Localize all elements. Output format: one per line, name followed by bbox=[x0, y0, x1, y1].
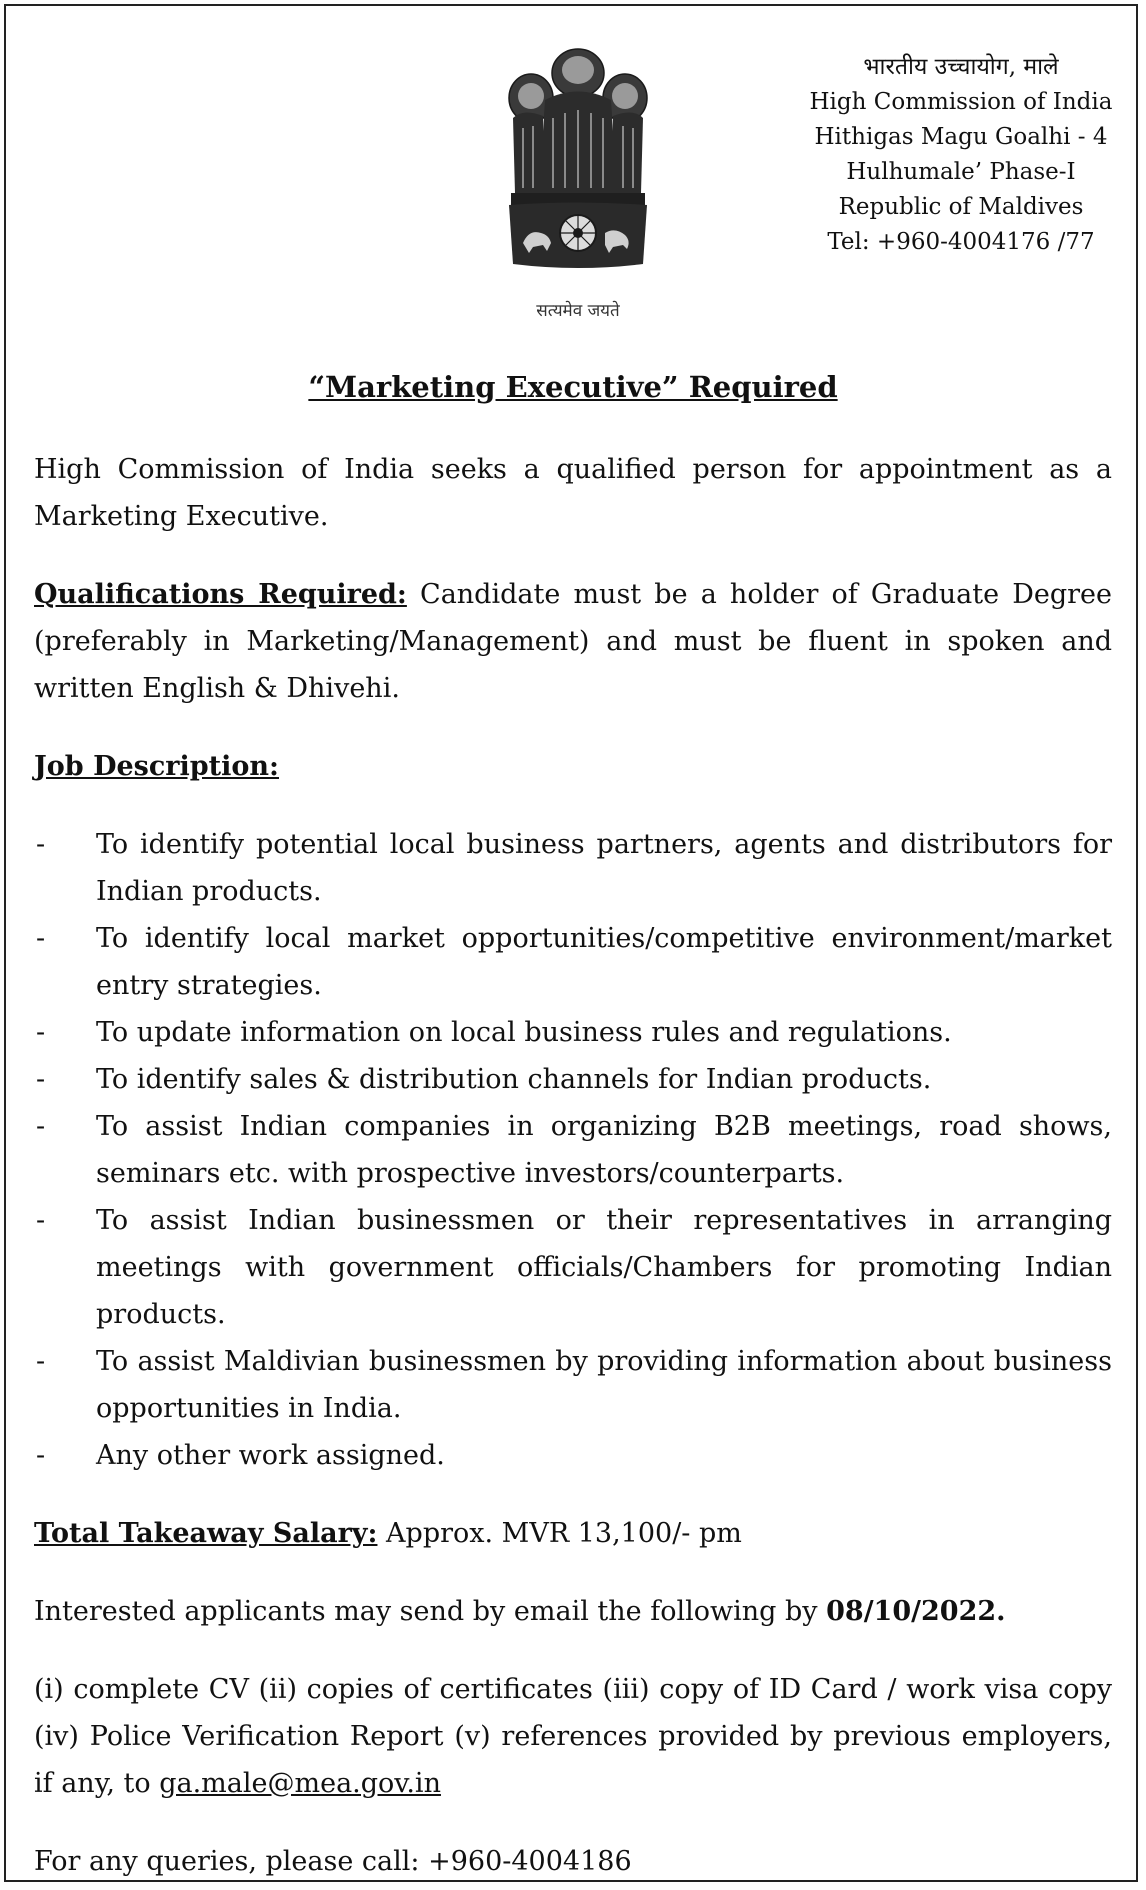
deadline-text: Interested applicants may send by email the following by bbox=[34, 1596, 827, 1627]
qualifications-text: Candidate must be a holder of Graduate Degree (preferably in Marketing/Management) and must be fluent in spoken and written English & Dhivehi. bbox=[34, 579, 1112, 704]
address-line-org: High Commission of India bbox=[809, 89, 1113, 115]
bullet-dash: - bbox=[36, 1440, 46, 1471]
email-link[interactable]: ga.male@mea.gov.in bbox=[159, 1768, 441, 1799]
address-line-area: Hulhumale’ Phase-I bbox=[846, 159, 1076, 185]
documents-paragraph bbox=[34, 1666, 1112, 1807]
national-emblem-icon bbox=[493, 28, 663, 328]
salary-heading: Total Takeaway Salary: bbox=[34, 1518, 378, 1549]
document-page bbox=[4, 4, 1138, 1882]
list-item-text: Any other work assigned. bbox=[96, 1440, 445, 1471]
job-description-list bbox=[34, 821, 1112, 1479]
list-item bbox=[34, 915, 1112, 1009]
list-item bbox=[34, 821, 1112, 915]
documents-text: (i) complete CV (ii) copies of certificates (iii) copy of ID Card / work visa copy (iv) Police Verification Report (v) references provided by previous employers, if any, to bbox=[34, 1674, 1112, 1799]
bullet-dash: - bbox=[36, 1064, 46, 1095]
bullet-dash: - bbox=[36, 923, 46, 954]
address-line-hindi: भारतीय उच्चायोग, माले bbox=[863, 54, 1059, 80]
job-description-heading: Job Description: bbox=[34, 751, 279, 782]
deadline-date: 08/10/2022. bbox=[826, 1596, 1006, 1627]
list-item-text: To assist Maldivian businessmen by providing information about business opportunities in India. bbox=[96, 1346, 1112, 1424]
address-line-country: Republic of Maldives bbox=[838, 194, 1084, 220]
bullet-dash: - bbox=[36, 1017, 46, 1048]
list-item bbox=[34, 1056, 1112, 1103]
address-line-phone: Tel: +960-4004176 /77 bbox=[827, 229, 1095, 255]
list-item-text: To identify local market opportunities/competitive environment/market entry strategies. bbox=[96, 923, 1112, 1001]
list-item-text: To assist Indian companies in organizing B2B meetings, road shows, seminars etc. with prospective investors/counterparts. bbox=[96, 1111, 1112, 1189]
list-item-text: To assist Indian businessmen or their representatives in arranging meetings with government officials/Chambers for promoting Indian products. bbox=[96, 1205, 1112, 1330]
queries-paragraph: For any queries, please call: +960-4004186 bbox=[34, 1846, 632, 1877]
bullet-dash: - bbox=[36, 1111, 46, 1142]
bullet-dash: - bbox=[36, 1205, 46, 1236]
qualifications-heading: Qualifications Required: bbox=[34, 579, 407, 610]
emblem-motto: सत्यमेव जयते bbox=[536, 301, 620, 321]
main-content bbox=[34, 446, 1112, 1885]
page-title: “Marketing Executive” Required bbox=[308, 370, 838, 404]
qualifications-paragraph bbox=[34, 571, 1112, 712]
list-item bbox=[34, 1197, 1112, 1338]
address-line-street: Hithigas Magu Goalhi - 4 bbox=[814, 124, 1108, 150]
list-item bbox=[34, 1338, 1112, 1432]
list-item-text: To update information on local business rules and regulations. bbox=[96, 1017, 952, 1048]
bullet-dash: - bbox=[36, 1346, 46, 1377]
list-item bbox=[34, 1009, 1112, 1056]
deadline-paragraph bbox=[34, 1588, 1112, 1635]
bullet-dash: - bbox=[36, 829, 46, 860]
list-item-text: To identify sales & distribution channels for Indian products. bbox=[96, 1064, 932, 1095]
list-item bbox=[34, 1103, 1112, 1197]
salary-text: Approx. MVR 13,100/- pm bbox=[377, 1518, 742, 1549]
intro-paragraph: High Commission of India seeks a qualified person for appointment as a Marketing Executive. bbox=[34, 454, 1112, 532]
list-item bbox=[34, 1432, 1112, 1479]
list-item-text: To identify potential local business partners, agents and distributors for Indian products. bbox=[96, 829, 1112, 907]
address-block bbox=[796, 50, 1126, 260]
salary-paragraph bbox=[34, 1510, 1112, 1557]
